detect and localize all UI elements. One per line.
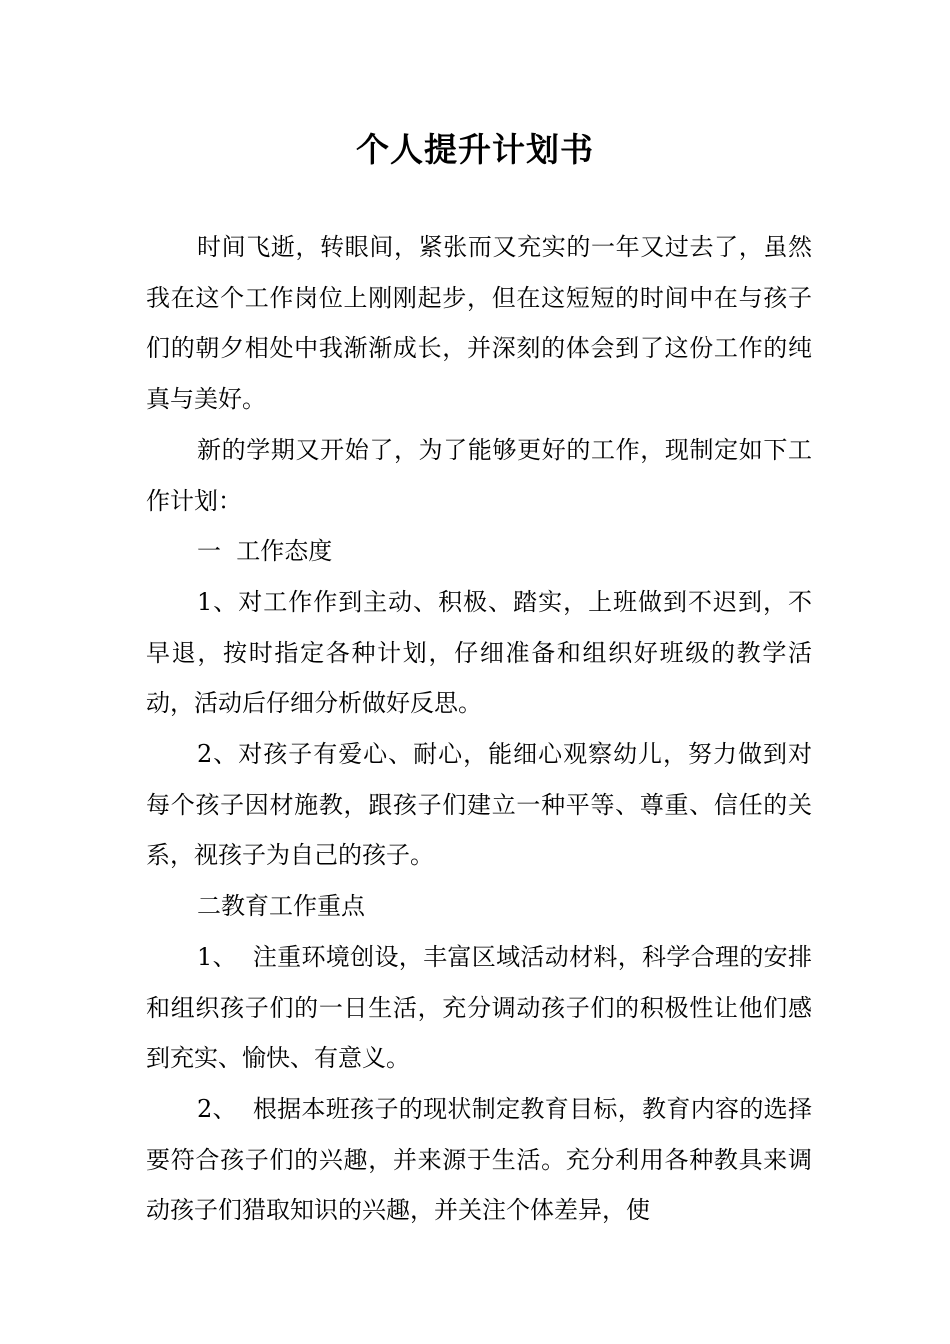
paragraph-education-item-2: 2、 根据本班孩子的现状制定教育目标，教育内容的选择要符合孩子们的兴趣，并来源于生活。充分利用各种教具来调动孩子们猎取知识的兴趣，并关注个体差异，使 bbox=[146, 1094, 812, 1225]
document-title: 个人提升计划书 bbox=[356, 130, 594, 169]
paragraph-attitude-item-2: 2、对孩子有爱心、耐心，能细心观察幼儿，努力做到对每个孩子因材施教，跟孩子们建立一种平等、尊重、信任的关系，视孩子为自己的孩子。 bbox=[146, 740, 812, 870]
paragraph-new-semester: 新的学期又开始了，为了能够更好的工作，现制定如下工作计划： bbox=[146, 435, 812, 515]
paragraph-education-item-1: 1、 注重环境创设，丰富区域活动材料，科学合理的安排和组织孩子们的一日生活，充分调动孩子们的积极性让他们感到充实、愉快、有意义。 bbox=[146, 942, 812, 1073]
section-heading-work-attitude: 一 工作态度 bbox=[197, 537, 333, 566]
paragraph-attitude-item-1: 1、对工作作到主动、积极、踏实，上班做到不迟到，不早退，按时指定各种计划，仔细准备和组织好班级的教学活动，活动后仔细分析做好反思。 bbox=[146, 587, 812, 718]
paragraph-intro: 时间飞逝，转眼间，紧张而又充实的一年又过去了，虽然我在这个工作岗位上刚刚起步，但在这短短的时间中在与孩子们的朝夕相处中我渐渐成长，并深刻的体会到了这份工作的纯真与美好。 bbox=[146, 233, 812, 414]
document-body bbox=[146, 222, 812, 1236]
section-heading-education-focus: 二教育工作重点 bbox=[197, 892, 365, 921]
